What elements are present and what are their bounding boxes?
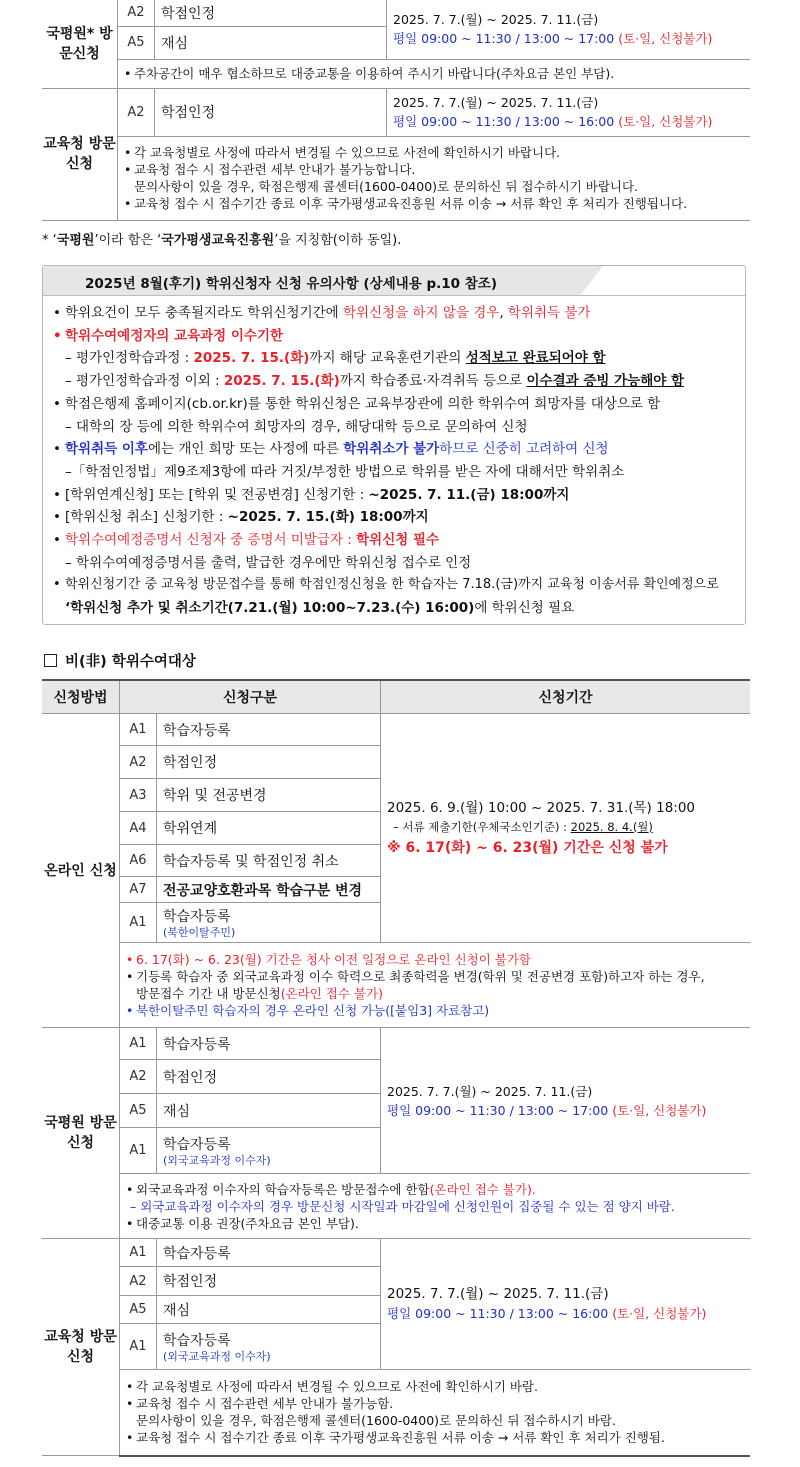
period-date: 2025. 7. 7.(월) ~ 2025. 7. 11.(금) [393, 95, 599, 110]
note-item: • 교육청 접수 시 접수기간 종료 이후 국가평생교육진흥원 서류 이송 → 서류 확인 후 처리가 진행됨. [126, 1429, 744, 1446]
category-cell: 전공교양호환과목 학습구분 변경 [157, 877, 381, 903]
category-cell: 학점인정 [157, 1060, 381, 1094]
category-cell: 학위 및 전공변경 [157, 779, 381, 812]
period-cell [387, 88, 751, 136]
caution-subitem: ‘학위신청 추가 및 취소기간(7.21.(월) 10:00~7.23.(수) 16:00)에 학위신청 필요 [65, 600, 575, 617]
note-item: • 북한이탈주민 학습자의 경우 온라인 신청 가능([붙임3] 자료참고) [126, 1002, 744, 1019]
note-item: • 기등록 학습자 중 외국교육과정 이수 학력으로 최종학력을 변경(학위 및 전공변경 포함)하고자 하는 경우, [126, 968, 744, 985]
note-item: • 교육청 접수 시 접수관련 세부 안내가 불가능함. [126, 1395, 744, 1412]
category-cell: 재심 [155, 26, 387, 59]
period-cell [387, 0, 751, 59]
note-item: • 각 교육청별로 사정에 따라서 변경될 수 있으므로 사전에 확인하시기 바람. [126, 1378, 744, 1395]
caution-list [53, 302, 743, 620]
method-online: 온라인 신청 [42, 714, 120, 1028]
period-closed: (토·일, 신청불가) [612, 1102, 707, 1118]
header-period: 신청기간 [381, 680, 751, 714]
category-cell: 학습자등록 [157, 1239, 381, 1267]
code-cell: A3 [120, 779, 157, 812]
category-cell: 학습자등록 (북한이탈주민) [157, 903, 381, 943]
non-degree-table [42, 679, 750, 1457]
caution-item: • 학위요건이 모두 충족될지라도 학위신청기간에 학위신청을 하지 않을 경우, 학위취득 불가 [53, 302, 743, 325]
note-item: 문의사항이 있을 경우, 학점은행제 콜센터(1600-0400)로 문의하신 뒤 접수하시기 바람. [136, 1413, 616, 1429]
category-cell: 학점인정 [155, 88, 387, 136]
period-cell [381, 714, 751, 943]
category-cell: 학습자등록 [157, 714, 381, 746]
code-cell: A1 [120, 903, 157, 943]
period-warning: ※ 6. 17(화) ~ 6. 23(월) 기간은 신청 불가 [387, 839, 668, 856]
caution-subitem: – 평가인정학습과정 : 2025. 7. 15.(화)까지 해당 교육훈련기관의 성적보고 완료되어야 함 [65, 350, 606, 367]
caution-item: • [학위연계신청] 또는 [학위 및 전공변경] 신청기한 : ~2025. 7. 11.(금) 18:00까지 [53, 484, 743, 507]
notes-cell [120, 943, 751, 1028]
period-cell [381, 1239, 751, 1370]
category-cell: 학점인정 [157, 746, 381, 779]
period-time: 평일 09:00 ~ 11:30 / 13:00 ~ 16:00 [387, 1306, 609, 1321]
period-closed: (토·일, 신청불가) [618, 31, 713, 47]
method-office-visit: 교육청 방문신청 [42, 88, 118, 220]
footnote: * ‘국평원’이라 함은 ‘국가평생교육진흥원’을 지칭함(이하 동일). [42, 233, 402, 248]
footnote-term: 국평원 [56, 233, 95, 248]
period-cell [381, 1028, 751, 1174]
period-closed: (토·일, 신청불가) [612, 1306, 707, 1321]
caution-item: • 학위수여예정증명서 신청자 중 증명서 미발급자 : 학위신청 필수 [53, 529, 743, 552]
note-item: • 6. 17(화) ~ 6. 23(월) 기간은 청사 이전 일정으로 온라인 신청이 불가함 [126, 951, 744, 968]
period-time: 평일 09:00 ~ 11:30 / 13:00 ~ 17:00 [393, 31, 615, 47]
notes-cell [118, 136, 751, 220]
notes-cell [118, 59, 751, 88]
period-date: 2025. 7. 7.(월) ~ 2025. 7. 11.(금) [387, 1286, 609, 1302]
note-item: • 각 교육청별로 사정에 따라서 변경될 수 있으므로 사전에 확인하시기 바랍니다. [124, 144, 744, 161]
code-cell: A1 [120, 1128, 157, 1174]
caution-item: • 학위신청기간 중 교육청 방문접수를 통해 학점인정신청을 한 학습자는 7.18.(금)까지 교육청 이송서류 확인예정으로 [53, 574, 743, 597]
caution-subitem: – 학위수여예정증명서를 출력, 발급한 경우에만 학위신청 접수로 인정 [65, 554, 472, 571]
code-cell: A1 [120, 714, 157, 746]
caution-item: • 학점은행제 홈페이지(cb.or.kr)를 통한 학위신청은 교육부장관에 의한 학위수여 희망자를 대상으로 함 [53, 393, 743, 416]
caution-item: • [학위신청 취소] 신청기한 : ~2025. 7. 15.(화) 18:00까지 [53, 506, 743, 529]
period-closed: (토·일, 신청불가) [618, 114, 713, 129]
code-cell: A2 [120, 746, 157, 779]
method-office-visit: 교육청 방문신청 [42, 1239, 120, 1456]
period-time: 평일 09:00 ~ 11:30 / 13:00 ~ 16:00 [393, 114, 615, 129]
checkbox-square-icon [44, 654, 57, 667]
category-cell: 학습자등록 (외국교육과정 이수자) [157, 1128, 381, 1174]
method-gukpyeong-visit: 국평원* 방문신청 [42, 0, 118, 88]
category-cell: 학습자등록 및 학점인정 취소 [157, 845, 381, 877]
caution-item: • 학위취득 이후에는 개인 희망 또는 사정에 따른 학위취소가 불가하므로 신중히 고려하여 신청 [53, 438, 743, 461]
top-application-table [42, 0, 750, 221]
period-date: 2025. 7. 7.(월) ~ 2025. 7. 11.(금) [393, 12, 599, 28]
code-cell: A5 [120, 1094, 157, 1128]
category-cell: 학점인정 [157, 1267, 381, 1296]
note-item: – 외국교육과정 이수자의 경우 방문신청 시작일과 마감일에 신청인원이 집중될 수 있는 점 양지 바람. [130, 1198, 675, 1214]
code-cell: A2 [120, 1267, 157, 1296]
note-item: • 교육청 접수 시 접수관련 세부 안내가 불가능합니다. [124, 161, 744, 178]
note-item: • 교육청 접수 시 접수기간 종료 이후 국가평생교육진흥원 서류 이송 → 서류 확인 후 처리가 진행됩니다. [124, 195, 744, 212]
caution-subitem: –「학점인정법」제9조제3항에 따라 거짓/부정한 방법으로 학위를 받은 자에 대해서만 학위취소 [65, 463, 625, 480]
code-cell: A5 [120, 1296, 157, 1324]
note-item: 방문접수 기간 내 방문신청(온라인 접수 불가) [136, 986, 383, 1001]
note-item: • 외국교육과정 이수자의 학습자등록은 방문접수에 한함(온라인 접수 불가). [126, 1181, 744, 1198]
footnote-full: 국가평생교육진흥원 [161, 233, 275, 248]
caution-subitem: – 대학의 장 등에 의한 학위수여 희망자의 경우, 해당대학 등으로 문의하여 신청 [65, 418, 528, 435]
category-cell: 재심 [157, 1094, 381, 1128]
code-cell: A2 [118, 88, 155, 136]
category-cell: 학습자등록 [157, 1028, 381, 1060]
code-cell: A2 [120, 1060, 157, 1094]
header-method: 신청방법 [42, 680, 120, 714]
code-cell: A1 [120, 1239, 157, 1267]
notes-cell [120, 1174, 751, 1239]
caution-subitem: – 평가인정학습과정 이외 : 2025. 7. 15.(화)까지 학습종료·자격취득 등으로 이수결과 증빙 가능해야 함 [65, 373, 685, 390]
code-cell: A4 [120, 812, 157, 845]
header-category: 신청구분 [120, 680, 381, 714]
code-cell: A5 [118, 26, 155, 59]
code-cell: A7 [120, 877, 157, 903]
category-cell: 재심 [157, 1296, 381, 1324]
period-doc-deadline: – 서류 제출기한(우체국소인기준) : 2025. 8. 4.(월) [393, 819, 653, 834]
note-item: • 대중교통 이용 권장(주차요금 본인 부담). [126, 1215, 744, 1232]
category-cell: 학위연계 [157, 812, 381, 845]
code-cell: A2 [118, 0, 155, 26]
note-item: 문의사항이 있을 경우, 학점은행제 콜센터(1600-0400)로 문의하신 뒤 접수하시기 바랍니다. [134, 179, 639, 194]
code-cell: A6 [120, 845, 157, 877]
caution-box [42, 265, 746, 625]
notes-cell [120, 1370, 751, 1456]
section-title: 비(非) 학위수여대상 [44, 650, 196, 671]
period-date: 2025. 7. 7.(월) ~ 2025. 7. 11.(금) [387, 1083, 593, 1099]
category-cell: 학점인정 [155, 0, 387, 26]
caution-item: • 학위수여예정자의 교육과정 이수기한 [53, 325, 743, 348]
period-time: 평일 09:00 ~ 11:30 / 13:00 ~ 17:00 [387, 1102, 609, 1118]
code-cell: A1 [120, 1028, 157, 1060]
note-parking: • 주차공간이 매우 협소하므로 대중교통을 이용하여 주시기 바랍니다(주차요금 본인 부담). [124, 65, 744, 82]
method-gukpyeong-visit: 국평원 방문신청 [42, 1028, 120, 1239]
caution-title: 2025년 8월(후기) 학위신청자 신청 유의사항 (상세내용 p.10 참조) [85, 276, 497, 292]
period-date: 2025. 6. 9.(월) 10:00 ~ 2025. 7. 31.(목) 18:00 [387, 799, 696, 816]
category-cell: 학습자등록 (외국교육과정 이수자) [157, 1324, 381, 1370]
code-cell: A1 [120, 1324, 157, 1370]
